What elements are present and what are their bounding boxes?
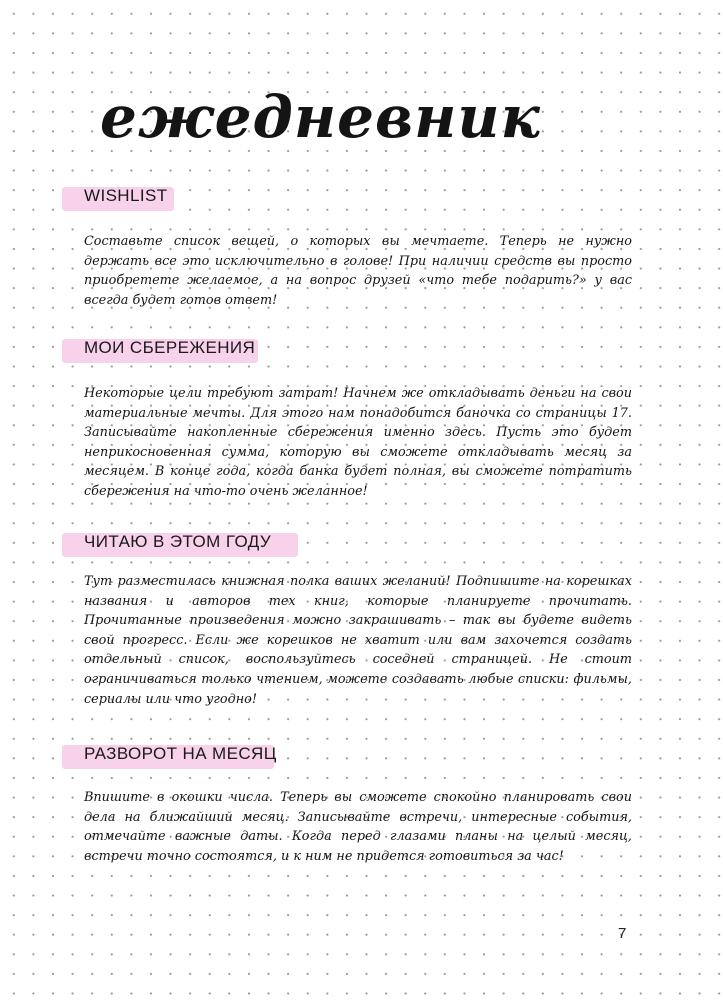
section-text: Впишите в окошки числа. Теперь вы сможете спокойно планировать свои дела на ближайший месяц. Записывайте встречи, интересные события, отмечайте важные даты. Когда перед глазами планы на целый месяц, встречи точно состоятся, и к ним не придется готовиться за час!: [84, 790, 632, 864]
section-heading-wrap: [0, 184, 723, 218]
section-heading: ЧИТАЮ В ЭТОМ ГОДУ: [84, 532, 272, 551]
page-title: ежедневник: [100, 83, 541, 151]
section-wishlist: [0, 184, 723, 308]
section-text: Некоторые цели требуют затрат! Начнем же откладывать деньги на свои материальные мечты. Для этого нам понадобится баночка со страницы 17. Записывайте накопленные сбережения именно здесь. Пусть это будет неприкосновенная сумма, которую вы сможете откладывать месяц за месяцем. В конце года, когда банка будет полная, вы сможете потратить сбережения на что-то очень желанное!: [84, 386, 632, 499]
section-savings: [0, 336, 723, 499]
section-text: Тут разместилась книжная полка ваших желаний! Подпишите на корешках названия и авторов тех книг, которые планируете прочитать. Прочитанные произведения можно закрашивать – так вы будете видеть свой прогресс. Если же корешков не хватит или вам захочется создать отдельный список, воспользуйтесь соседней страницей. Не стоит ограничиваться только чтением, можете создавать любые списки: фильмы, сериалы или что угодно!: [84, 574, 632, 707]
section-heading-wrap: [0, 742, 723, 776]
section-heading: РАЗВОРОТ НА МЕСЯЦ: [84, 744, 277, 763]
section-reading: [0, 530, 723, 707]
section-text: Составьте список вещей, о которых вы мечтаете. Теперь не нужно держать все это исключительно в голове! При наличии средств вы просто приобретете желаемое, а на вопрос друзей «что тебе подарить?» у вас всегда будет готов ответ!: [84, 234, 632, 308]
section-heading: МОИ СБЕРЕЖЕНИЯ: [84, 338, 256, 357]
section-heading: WISHLIST: [84, 186, 168, 205]
section-month-spread: [0, 742, 723, 864]
page-number: 7: [618, 925, 627, 942]
section-heading-wrap: [0, 336, 723, 370]
section-heading-wrap: [0, 530, 723, 564]
